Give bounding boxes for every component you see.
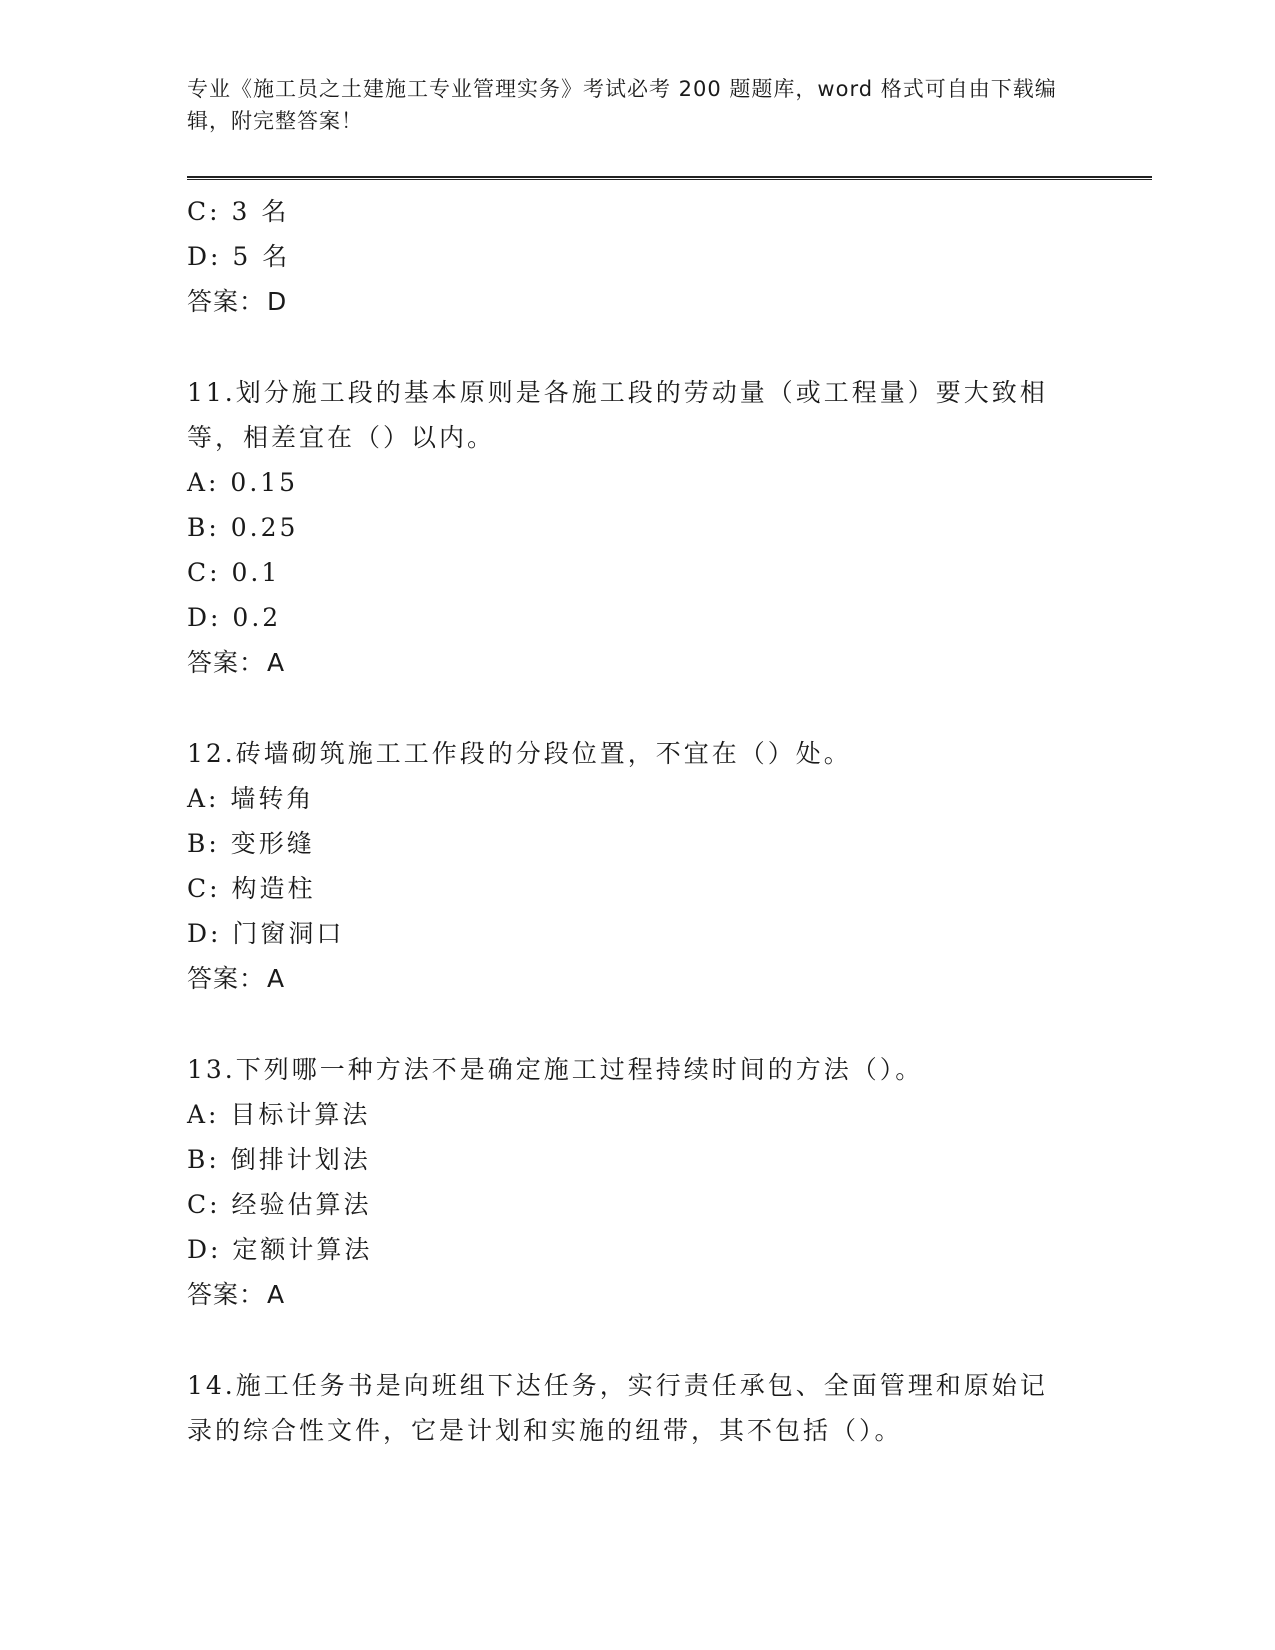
option-b: B: 0.25 <box>187 513 299 542</box>
answer-label: 答案： <box>187 287 266 316</box>
answer-label: 答案： <box>187 1280 266 1309</box>
answer-value: A <box>267 964 286 993</box>
question-11 <box>187 370 1087 685</box>
answer-line <box>187 279 1087 324</box>
question-text: 13.下列哪一种方法不是确定施工过程持续时间的方法（）。 <box>187 1055 924 1084</box>
answer-line <box>187 1272 1087 1317</box>
question-list <box>187 189 1087 1453</box>
question-text: 12.砖墙砌筑施工工作段的分段位置，不宜在（）处。 <box>187 739 852 768</box>
option-d: D: 0.2 <box>187 603 282 632</box>
option-a: A: 目标计算法 <box>187 1100 371 1129</box>
option-d: D: 定额计算法 <box>187 1235 373 1264</box>
option-a: A: 0.15 <box>187 468 299 497</box>
option-c: C: 构造柱 <box>187 874 316 903</box>
question-text: 14.施工任务书是向班组下达任务，实行责任承包、全面管理和原始记录的综合性文件，它是计划和实施的纽带，其不包括（）。 <box>187 1371 1048 1445</box>
question-text: 11.划分施工段的基本原则是各施工段的劳动量（或工程量）要大致相等，相差宜在（）以内。 <box>187 378 1048 452</box>
header-divider <box>187 176 1152 180</box>
answer-value: A <box>267 1280 286 1309</box>
answer-label: 答案： <box>187 648 266 677</box>
option-b: B: 倒排计划法 <box>187 1145 371 1174</box>
option-d: D: 门窗洞口 <box>187 919 345 948</box>
option-d: D: 5 名 <box>187 242 291 271</box>
answer-value: A <box>267 648 286 677</box>
answer-label: 答案： <box>187 964 266 993</box>
answer-line <box>187 640 1087 685</box>
option-c: C: 经验估算法 <box>187 1190 372 1219</box>
option-a: A: 墙转角 <box>187 784 315 813</box>
option-c: C: 3 名 <box>187 197 290 226</box>
document-header: 专业《施工员之土建施工专业管理实务》考试必考 200 题题库，word 格式可自由下载编辑，附完整答案！ <box>187 77 1057 133</box>
answer-value: D <box>267 287 288 316</box>
question-13 <box>187 1047 1087 1317</box>
prev-question-tail <box>187 189 1087 324</box>
option-c: C: 0.1 <box>187 558 281 587</box>
option-b: B: 变形缝 <box>187 829 315 858</box>
question-14 <box>187 1363 1087 1453</box>
question-12 <box>187 731 1087 1001</box>
answer-line <box>187 956 1087 1001</box>
